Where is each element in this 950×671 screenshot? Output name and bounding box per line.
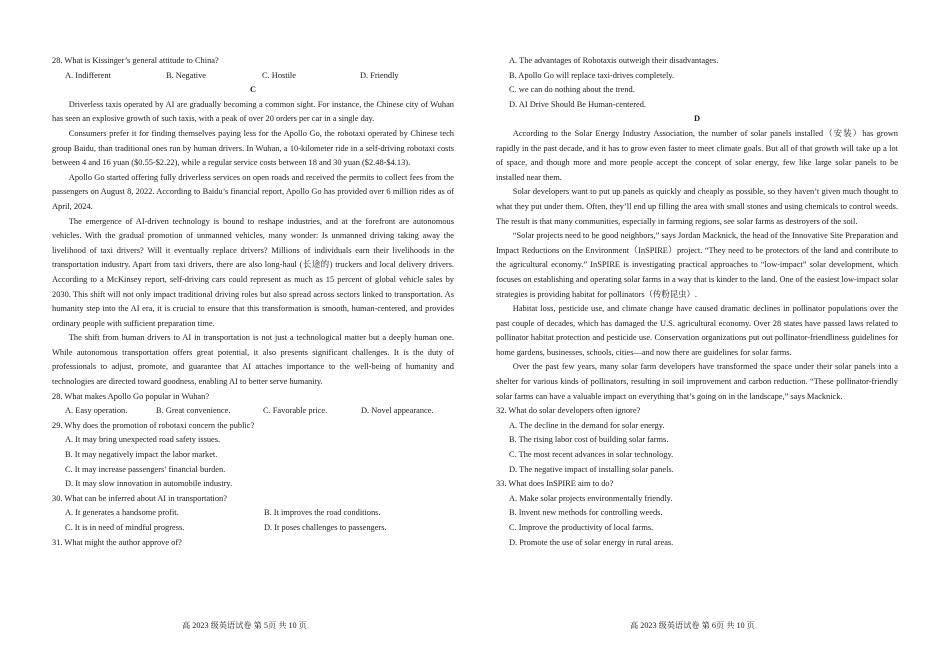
option-d: D. The negative impact of installing solar panels.: [509, 464, 674, 474]
option-a: A. Easy operation.: [65, 406, 128, 416]
passage-paragraph: Habitat loss, pesticide use, and climate change have caused dramatic declines in pollinator populations over the past couple of decades, which has damaged the U.S. agricultural economy. Over 28 states have passed laws related to pollinator habitat protection and pesticide use. Conservation organizations put out pollinator-friendliness guidelines for home gardens, businesses, schools, cities—and now there are guidelines for solar farms.: [496, 304, 898, 357]
option-b: B. Great convenience.: [156, 406, 231, 416]
passage-paragraph: Consumers prefer it for finding themselves paying less for the Apollo Go, the robotaxi operated by Chinese tech group Baidu, than traditional ones run by human drivers. In Wuhan, a 10-kilometer ride in a self-driving robotaxi costs between 4 and 16 yuan ($0.55-$2.22), while a regular service costs between 18 and 30 yuan ($2.48-$4.13).: [52, 128, 454, 168]
option-a: A. The advantages of Robotaxis outweigh their disadvantages.: [509, 56, 719, 65]
section-heading-d: D: [693, 114, 701, 124]
options-row: [52, 404, 454, 419]
question-stem: 28. What is Kissinger’s general attitude to China?: [52, 56, 219, 65]
left-column: [52, 54, 454, 550]
passage-paragraph: Solar developers want to put up panels as quickly and cheaply as possible, so they haven’t given much thought to what they put under them. Often, they’ll end up filling the area with small stones and using chemicals to control weeds. The result is that many communities, especially in farming regions, see solar farms as destroyers of the soil.: [496, 187, 898, 226]
option-a: A. The decline in the demand for solar energy.: [509, 420, 665, 430]
passage-paragraph: According to the Solar Energy Industry Association, the number of solar panels installed（安装）has grown rapidly in the past decade, and it has to grow even faster to meet climate goals. But all of that growth will take up a lot of space, and though more and more people accept the concept of solar energy, few like large solar panels to be installed near them.: [496, 128, 898, 182]
question-stem: 28. What makes Apollo Go popular in Wuhan?: [52, 391, 210, 401]
question-stem: 29. Why does the promotion of robotaxi concern the public?: [52, 420, 255, 430]
option-c: C. It may increase passengers’ financial burden.: [65, 464, 226, 474]
option-a: A. It may bring unexpected road safety issues.: [65, 435, 221, 445]
option-d: D. It poses challenges to passengers.: [264, 523, 387, 532]
options-row: [52, 506, 454, 521]
option-a: A. Make solar projects environmentally friendly.: [509, 493, 673, 503]
options-row: [52, 521, 454, 536]
right-column: [496, 54, 898, 550]
option-d: D. AI Drive Should Be Human-centered.: [509, 99, 646, 109]
option-b: B. Invent new methods for controlling weeds.: [509, 508, 663, 518]
option-d: D. Promote the use of solar energy in rural areas.: [509, 537, 674, 547]
passage-paragraph: The shift from human drivers to AI in transportation is not just a technological matter but a deeply human one. While autonomous transportation offers great potential, it also presents significant challenges. It is the duty of professionals to adjust, promote, and guarantee that AI attaches importance to the well-being of humanity and technologies are directed toward goodness, enabling AI to better serve humanity.: [52, 333, 454, 387]
option-d: D. It may slow innovation in automobile industry.: [65, 479, 233, 489]
option-b: B. It improves the road conditions.: [264, 508, 381, 518]
option-a: A. It generates a handsome profit.: [65, 508, 179, 518]
question-stem: 33. What does InSPIRE aim to do?: [496, 479, 614, 489]
option-c: C. It is in need of mindful progress.: [65, 523, 185, 532]
option-b: B. Apollo Go will replace taxi-drives completely.: [509, 70, 675, 80]
option-b: B. It may negatively impact the labor market.: [65, 450, 218, 460]
option-b: B. The rising labor cost of building solar farms.: [509, 435, 669, 445]
passage-paragraph: The emergence of AI-driven technology is bound to reshape industries, and at the forefront are autonomous vehicles. With the gradual promotion of unmanned vehicles, many wonder: Is unmanned driving taking away the livelihood of taxi drivers? Will it eventually replace drivers? Millions of individuals earn their livelihoods in the transportation industry. Apart from taxi drivers, there are also long-haul (长途的) truckers and local delivery drivers. According to a McKinsey report, self-driving cars could represent as much as 15 percent of global vehicle sales by 2030. This shift will not only impact traditional driving roles but also spread across sectors linked to transportation. As humanity step into the AI era, it is crucial to ensure that this transformation is smooth, human-centered, and provides ordinary people with sufficient preparation time.: [52, 216, 454, 328]
option-b: B. Negative: [166, 70, 207, 80]
page-footer-right: 高 2023 级英语试卷 第 6页 共 10 页: [630, 621, 755, 630]
option-c: C. we can do nothing about the trend.: [509, 85, 635, 95]
option-d: D. Novel appearance.: [361, 406, 434, 416]
options-row: [52, 69, 454, 84]
option-a: A. Indifferent: [65, 70, 111, 80]
question-stem: 30. What can be inferred about AI in transportation?: [52, 493, 227, 503]
passage-paragraph: “Solar projects need to be good neighbors,” says Jordan Macknick, the head of the Innovative Site Preparation and Impact Reductions on the Environment（InSPIRE）project. “They need to be protectors of the land and contribute to the agricultural economy.” InSPIRE is investigating practical approaches to “low-impact” solar development, which focuses on establishing and operating solar farms in a way that is kinder to the land. One of the easiest low-impact solar strategies is providing habitat for pollinators（传粉昆虫）.: [496, 231, 898, 299]
option-c: C. Favorable price.: [263, 406, 328, 416]
passage-paragraph: Apollo Go started offering fully driverless services on open roads and received the permits to collect fees from the passengers on August 8, 2022. According to Baidu’s financial report, Apollo Go has provided over 6 million rides as of April, 2024.: [52, 172, 454, 211]
question-stem: 31. What might the author approve of?: [52, 537, 182, 547]
passage-paragraph: Driverless taxis operated by AI are gradually becoming a common sight. For instance, the Chinese city of Wuhan has seen an explosive growth of such taxis, with a peak of over 20 orders per car in a single day.: [52, 99, 454, 124]
section-heading-c: C: [249, 85, 257, 95]
option-d: D. Friendly: [360, 70, 399, 80]
option-c: C. Hostile: [262, 70, 296, 80]
question-stem: 32. What do solar developers often ignore?: [496, 406, 641, 416]
page-footer-left: 高 2023 级英语试卷 第 5页 共 10 页: [182, 621, 307, 630]
option-c: C. Improve the productivity of local farms.: [509, 523, 654, 532]
passage-paragraph: Over the past few years, many solar farm developers have transformed the space under their solar panels into a shelter for various kinds of pollinators, resulting in soil improvement and carbon reduction. “These pollinator-friendly solar farms can have a valuable impact on everything that’s going on in the landscape,” says Macknick.: [496, 362, 898, 401]
option-c: C. The most recent advances in solar technology.: [509, 450, 674, 460]
